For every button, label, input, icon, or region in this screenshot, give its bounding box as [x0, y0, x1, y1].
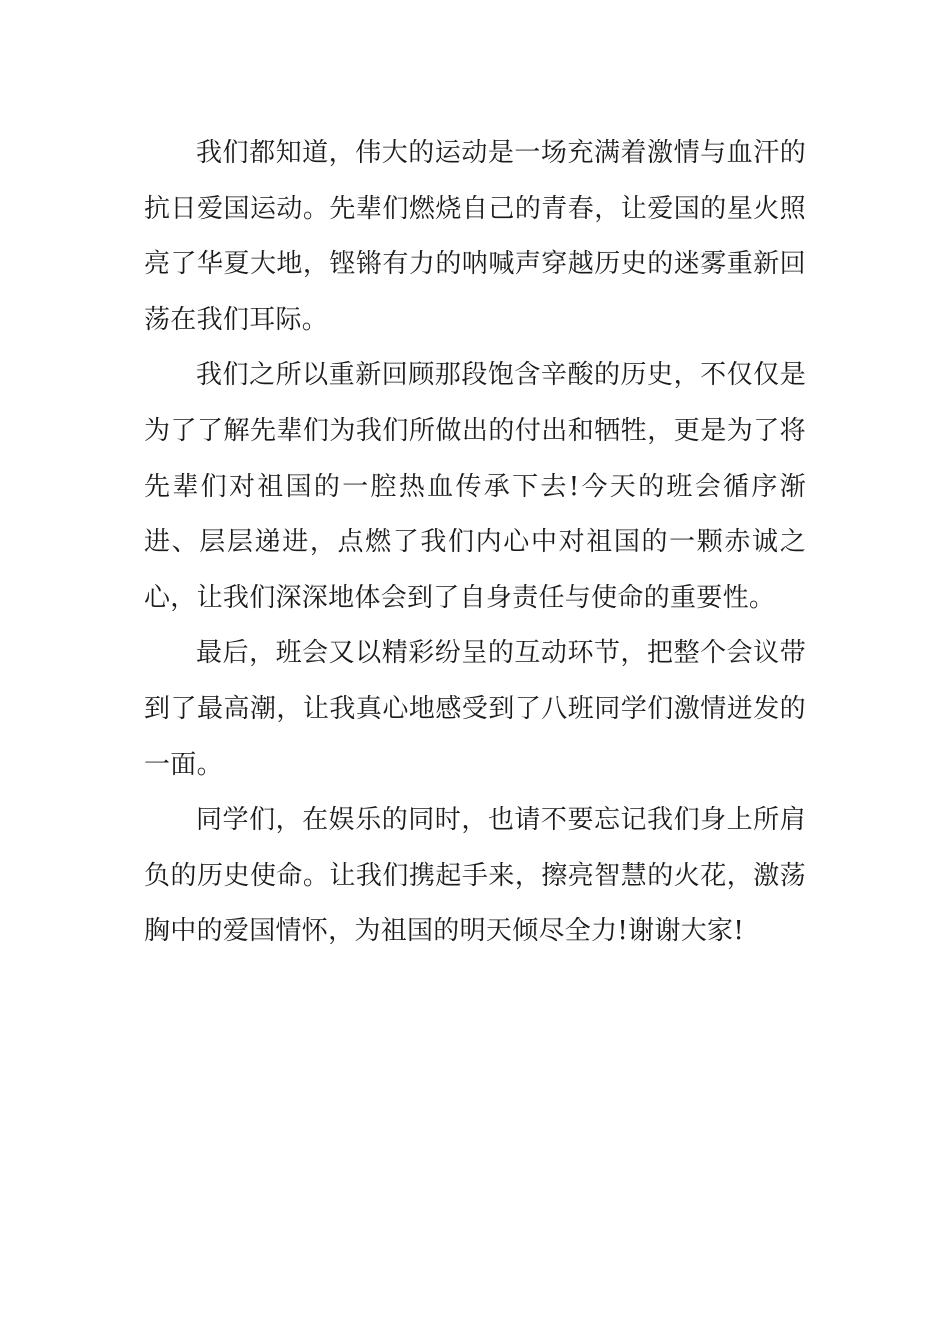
document-body — [144, 126, 806, 960]
paragraph-4: 同学们，在娱乐的同时，也请不要忘记我们身上所肩负的历史使命。让我们携起手来，擦亮智慧的火花，激荡胸中的爱国情怀，为祖国的明天倾尽全力!谢谢大家! — [144, 805, 806, 947]
paragraph-3: 最后，班会又以精彩纷呈的互动环节，把整个会议带到了最高潮，让我真心地感受到了八班同学们激情迸发的一面。 — [144, 638, 806, 780]
paragraph-1: 我们都知道，伟大的运动是一场充满着激情与血汗的抗日爱国运动。先辈们燃烧自己的青春，让爱国的星火照亮了华夏大地，铿锵有力的呐喊声穿越历史的迷雾重新回荡在我们耳际。 — [144, 138, 806, 335]
paragraph-2: 我们之所以重新回顾那段饱含辛酸的历史，不仅仅是为了了解先辈们为我们所做出的付出和牺牲，更是为了将先辈们对祖国的一腔热血传承下去!今天的班会循序渐进、层层递进，点燃了我们内心中对祖国的一颗赤诚之心，让我们深深地体会到了自身责任与使命的重要性。 — [144, 360, 806, 613]
